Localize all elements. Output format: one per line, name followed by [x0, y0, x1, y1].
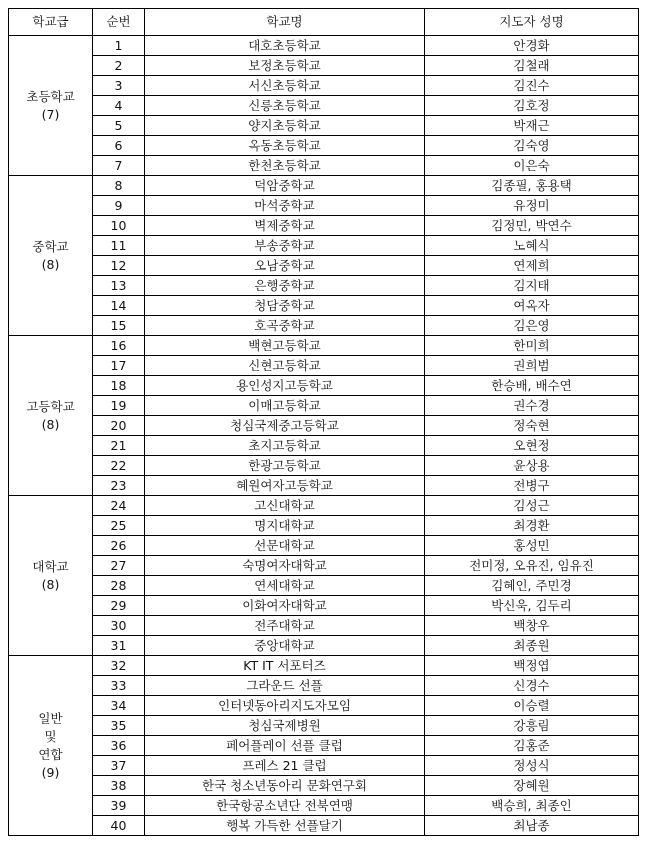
school-name: 프레스 21 클럽: [145, 756, 425, 776]
school-level-label: 연합: [38, 746, 63, 762]
school-name: 혜원여자고등학교: [145, 476, 425, 496]
leader-name: 백창우: [425, 616, 639, 636]
school-level-label: 초등학교: [26, 88, 75, 104]
leader-name: 김진수: [425, 76, 639, 96]
school-name: 이화여자대학교: [145, 596, 425, 616]
leader-name: 한승배, 배수연: [425, 376, 639, 396]
school-level-cell: [9, 176, 93, 336]
school-name: 고신대학교: [145, 496, 425, 516]
table-row: [9, 516, 639, 536]
leader-name: 김은영: [425, 316, 639, 336]
row-number: 13: [93, 276, 145, 296]
table-row: [9, 56, 639, 76]
leader-name: 노혜식: [425, 236, 639, 256]
header-leader-name: 지도자 성명: [425, 9, 639, 36]
school-name: 백현고등학교: [145, 336, 425, 356]
row-number: 20: [93, 416, 145, 436]
leader-name: 전병구: [425, 476, 639, 496]
table-row: [9, 476, 639, 496]
school-level-label: 고등학교: [26, 398, 75, 414]
table-row: [9, 236, 639, 256]
leader-name: 김홍준: [425, 736, 639, 756]
school-name: 옥동초등학교: [145, 136, 425, 156]
leader-name: 김숙영: [425, 136, 639, 156]
leader-name: 윤상용: [425, 456, 639, 476]
row-number: 29: [93, 596, 145, 616]
school-name: 한천초등학교: [145, 156, 425, 176]
table-row: [9, 396, 639, 416]
header-school-level: 학교급: [9, 9, 93, 36]
school-level-label: (7): [41, 106, 60, 122]
leader-name: 권희범: [425, 356, 639, 376]
school-name: 서신초등학교: [145, 76, 425, 96]
school-name: 한국 청소년동아리 문화연구회: [145, 776, 425, 796]
row-number: 38: [93, 776, 145, 796]
table-row: [9, 656, 639, 676]
leader-name: 백승희, 최종인: [425, 796, 639, 816]
row-number: 6: [93, 136, 145, 156]
leader-name: 오현정: [425, 436, 639, 456]
school-name: 선문대학교: [145, 536, 425, 556]
row-number: 23: [93, 476, 145, 496]
leader-name: 김혜인, 주민경: [425, 576, 639, 596]
row-number: 17: [93, 356, 145, 376]
school-name: 한광고등학교: [145, 456, 425, 476]
row-number: 27: [93, 556, 145, 576]
school-level-label: 및: [44, 728, 57, 744]
leader-name: 김정민, 박연수: [425, 216, 639, 236]
leader-table: [8, 8, 639, 836]
school-name: 인터넷동아리지도자모임: [145, 696, 425, 716]
leader-name: 김성근: [425, 496, 639, 516]
school-name: 신릉초등학교: [145, 96, 425, 116]
row-number: 15: [93, 316, 145, 336]
leader-name: 권수경: [425, 396, 639, 416]
leader-name: 여옥자: [425, 296, 639, 316]
row-number: 24: [93, 496, 145, 516]
row-number: 39: [93, 796, 145, 816]
leader-name: 김철래: [425, 56, 639, 76]
school-name: KT IT 서포터즈: [145, 656, 425, 676]
table-row: [9, 356, 639, 376]
school-name: 행복 가득한 선플달기: [145, 816, 425, 836]
leader-name: 연제희: [425, 256, 639, 276]
school-name: 전주대학교: [145, 616, 425, 636]
leader-name: 한미희: [425, 336, 639, 356]
leader-name: 정숙현: [425, 416, 639, 436]
row-number: 5: [93, 116, 145, 136]
table-row: [9, 576, 639, 596]
table-row: [9, 376, 639, 396]
table-row: [9, 616, 639, 636]
row-number: 2: [93, 56, 145, 76]
school-name: 양지초등학교: [145, 116, 425, 136]
leader-name: 강흥림: [425, 716, 639, 736]
school-level-label: (9): [41, 764, 60, 780]
row-number: 35: [93, 716, 145, 736]
school-level-cell: [9, 336, 93, 496]
table-body: [9, 36, 639, 836]
school-name: 대호초등학교: [145, 36, 425, 56]
leader-name: 김호정: [425, 96, 639, 116]
table-row: [9, 156, 639, 176]
row-number: 9: [93, 196, 145, 216]
row-number: 10: [93, 216, 145, 236]
school-name: 그라운드 선플: [145, 676, 425, 696]
leader-name: 최남종: [425, 816, 639, 836]
leader-name: 이은숙: [425, 156, 639, 176]
table-row: [9, 36, 639, 56]
school-name: 청심국제병원: [145, 716, 425, 736]
leader-name: 신경수: [425, 676, 639, 696]
school-name: 숙명여자대학교: [145, 556, 425, 576]
table-row: [9, 76, 639, 96]
school-level-label: (8): [41, 576, 60, 592]
school-name: 청담중학교: [145, 296, 425, 316]
school-name: 청심국제중고등학교: [145, 416, 425, 436]
leader-name: 이승렬: [425, 696, 639, 716]
school-name: 부송중학교: [145, 236, 425, 256]
school-name: 오남중학교: [145, 256, 425, 276]
table-row: [9, 696, 639, 716]
school-name: 마석중학교: [145, 196, 425, 216]
row-number: 33: [93, 676, 145, 696]
table-row: [9, 636, 639, 656]
school-name: 명지대학교: [145, 516, 425, 536]
school-name: 연세대학교: [145, 576, 425, 596]
table-row: [9, 776, 639, 796]
row-number: 12: [93, 256, 145, 276]
table-row: [9, 436, 639, 456]
header-school-name: 학교명: [145, 9, 425, 36]
leader-name: 백정엽: [425, 656, 639, 676]
row-number: 36: [93, 736, 145, 756]
row-number: 40: [93, 816, 145, 836]
table-row: [9, 556, 639, 576]
table-row: [9, 716, 639, 736]
row-number: 11: [93, 236, 145, 256]
school-level-cell: [9, 656, 93, 836]
row-number: 25: [93, 516, 145, 536]
row-number: 18: [93, 376, 145, 396]
row-number: 37: [93, 756, 145, 776]
table-row: [9, 796, 639, 816]
school-name: 덕암중학교: [145, 176, 425, 196]
leader-name: 최종원: [425, 636, 639, 656]
school-level-label: 대학교: [32, 558, 69, 574]
table-row: [9, 116, 639, 136]
table-row: [9, 296, 639, 316]
school-name: 호곡중학교: [145, 316, 425, 336]
header-number: 순번: [93, 9, 145, 36]
school-level-cell: [9, 496, 93, 656]
header-row: [9, 9, 639, 36]
row-number: 19: [93, 396, 145, 416]
table-row: [9, 216, 639, 236]
school-name: 이매고등학교: [145, 396, 425, 416]
table-row: [9, 456, 639, 476]
row-number: 1: [93, 36, 145, 56]
school-level-cell: [9, 36, 93, 176]
table-row: [9, 176, 639, 196]
table-row: [9, 536, 639, 556]
leader-name: 유정미: [425, 196, 639, 216]
row-number: 16: [93, 336, 145, 356]
row-number: 30: [93, 616, 145, 636]
leader-name: 전미정, 오유진, 임유진: [425, 556, 639, 576]
table-row: [9, 596, 639, 616]
table-row: [9, 276, 639, 296]
school-name: 신현고등학교: [145, 356, 425, 376]
school-name: 은행중학교: [145, 276, 425, 296]
leader-name: 안경화: [425, 36, 639, 56]
row-number: 28: [93, 576, 145, 596]
school-level-label: (8): [41, 416, 60, 432]
row-number: 4: [93, 96, 145, 116]
school-name: 보정초등학교: [145, 56, 425, 76]
school-level-label: 일반: [38, 710, 63, 726]
row-number: 31: [93, 636, 145, 656]
leader-name: 홍성민: [425, 536, 639, 556]
leader-name: 박재근: [425, 116, 639, 136]
leader-name: 김지태: [425, 276, 639, 296]
table-row: [9, 196, 639, 216]
table-row: [9, 676, 639, 696]
table-row: [9, 736, 639, 756]
leader-name: 정성식: [425, 756, 639, 776]
row-number: 22: [93, 456, 145, 476]
table-row: [9, 336, 639, 356]
row-number: 8: [93, 176, 145, 196]
school-level-label: (8): [41, 256, 60, 272]
leader-name: 박신욱, 김두리: [425, 596, 639, 616]
school-name: 초지고등학교: [145, 436, 425, 456]
row-number: 7: [93, 156, 145, 176]
table-row: [9, 816, 639, 836]
school-name: 페어플레이 선플 클럽: [145, 736, 425, 756]
school-name: 용인성지고등학교: [145, 376, 425, 396]
table-row: [9, 316, 639, 336]
table-row: [9, 256, 639, 276]
school-name: 중앙대학교: [145, 636, 425, 656]
row-number: 21: [93, 436, 145, 456]
table-row: [9, 136, 639, 156]
table-row: [9, 96, 639, 116]
leader-name: 최경환: [425, 516, 639, 536]
school-name: 한국항공소년단 전북연맹: [145, 796, 425, 816]
table-row: [9, 496, 639, 516]
table-row: [9, 416, 639, 436]
leader-name: 장혜원: [425, 776, 639, 796]
leader-name: 김종필, 홍용택: [425, 176, 639, 196]
row-number: 3: [93, 76, 145, 96]
school-level-label: 중학교: [32, 238, 69, 254]
row-number: 32: [93, 656, 145, 676]
table-row: [9, 756, 639, 776]
row-number: 34: [93, 696, 145, 716]
school-name: 벽제중학교: [145, 216, 425, 236]
row-number: 14: [93, 296, 145, 316]
row-number: 26: [93, 536, 145, 556]
